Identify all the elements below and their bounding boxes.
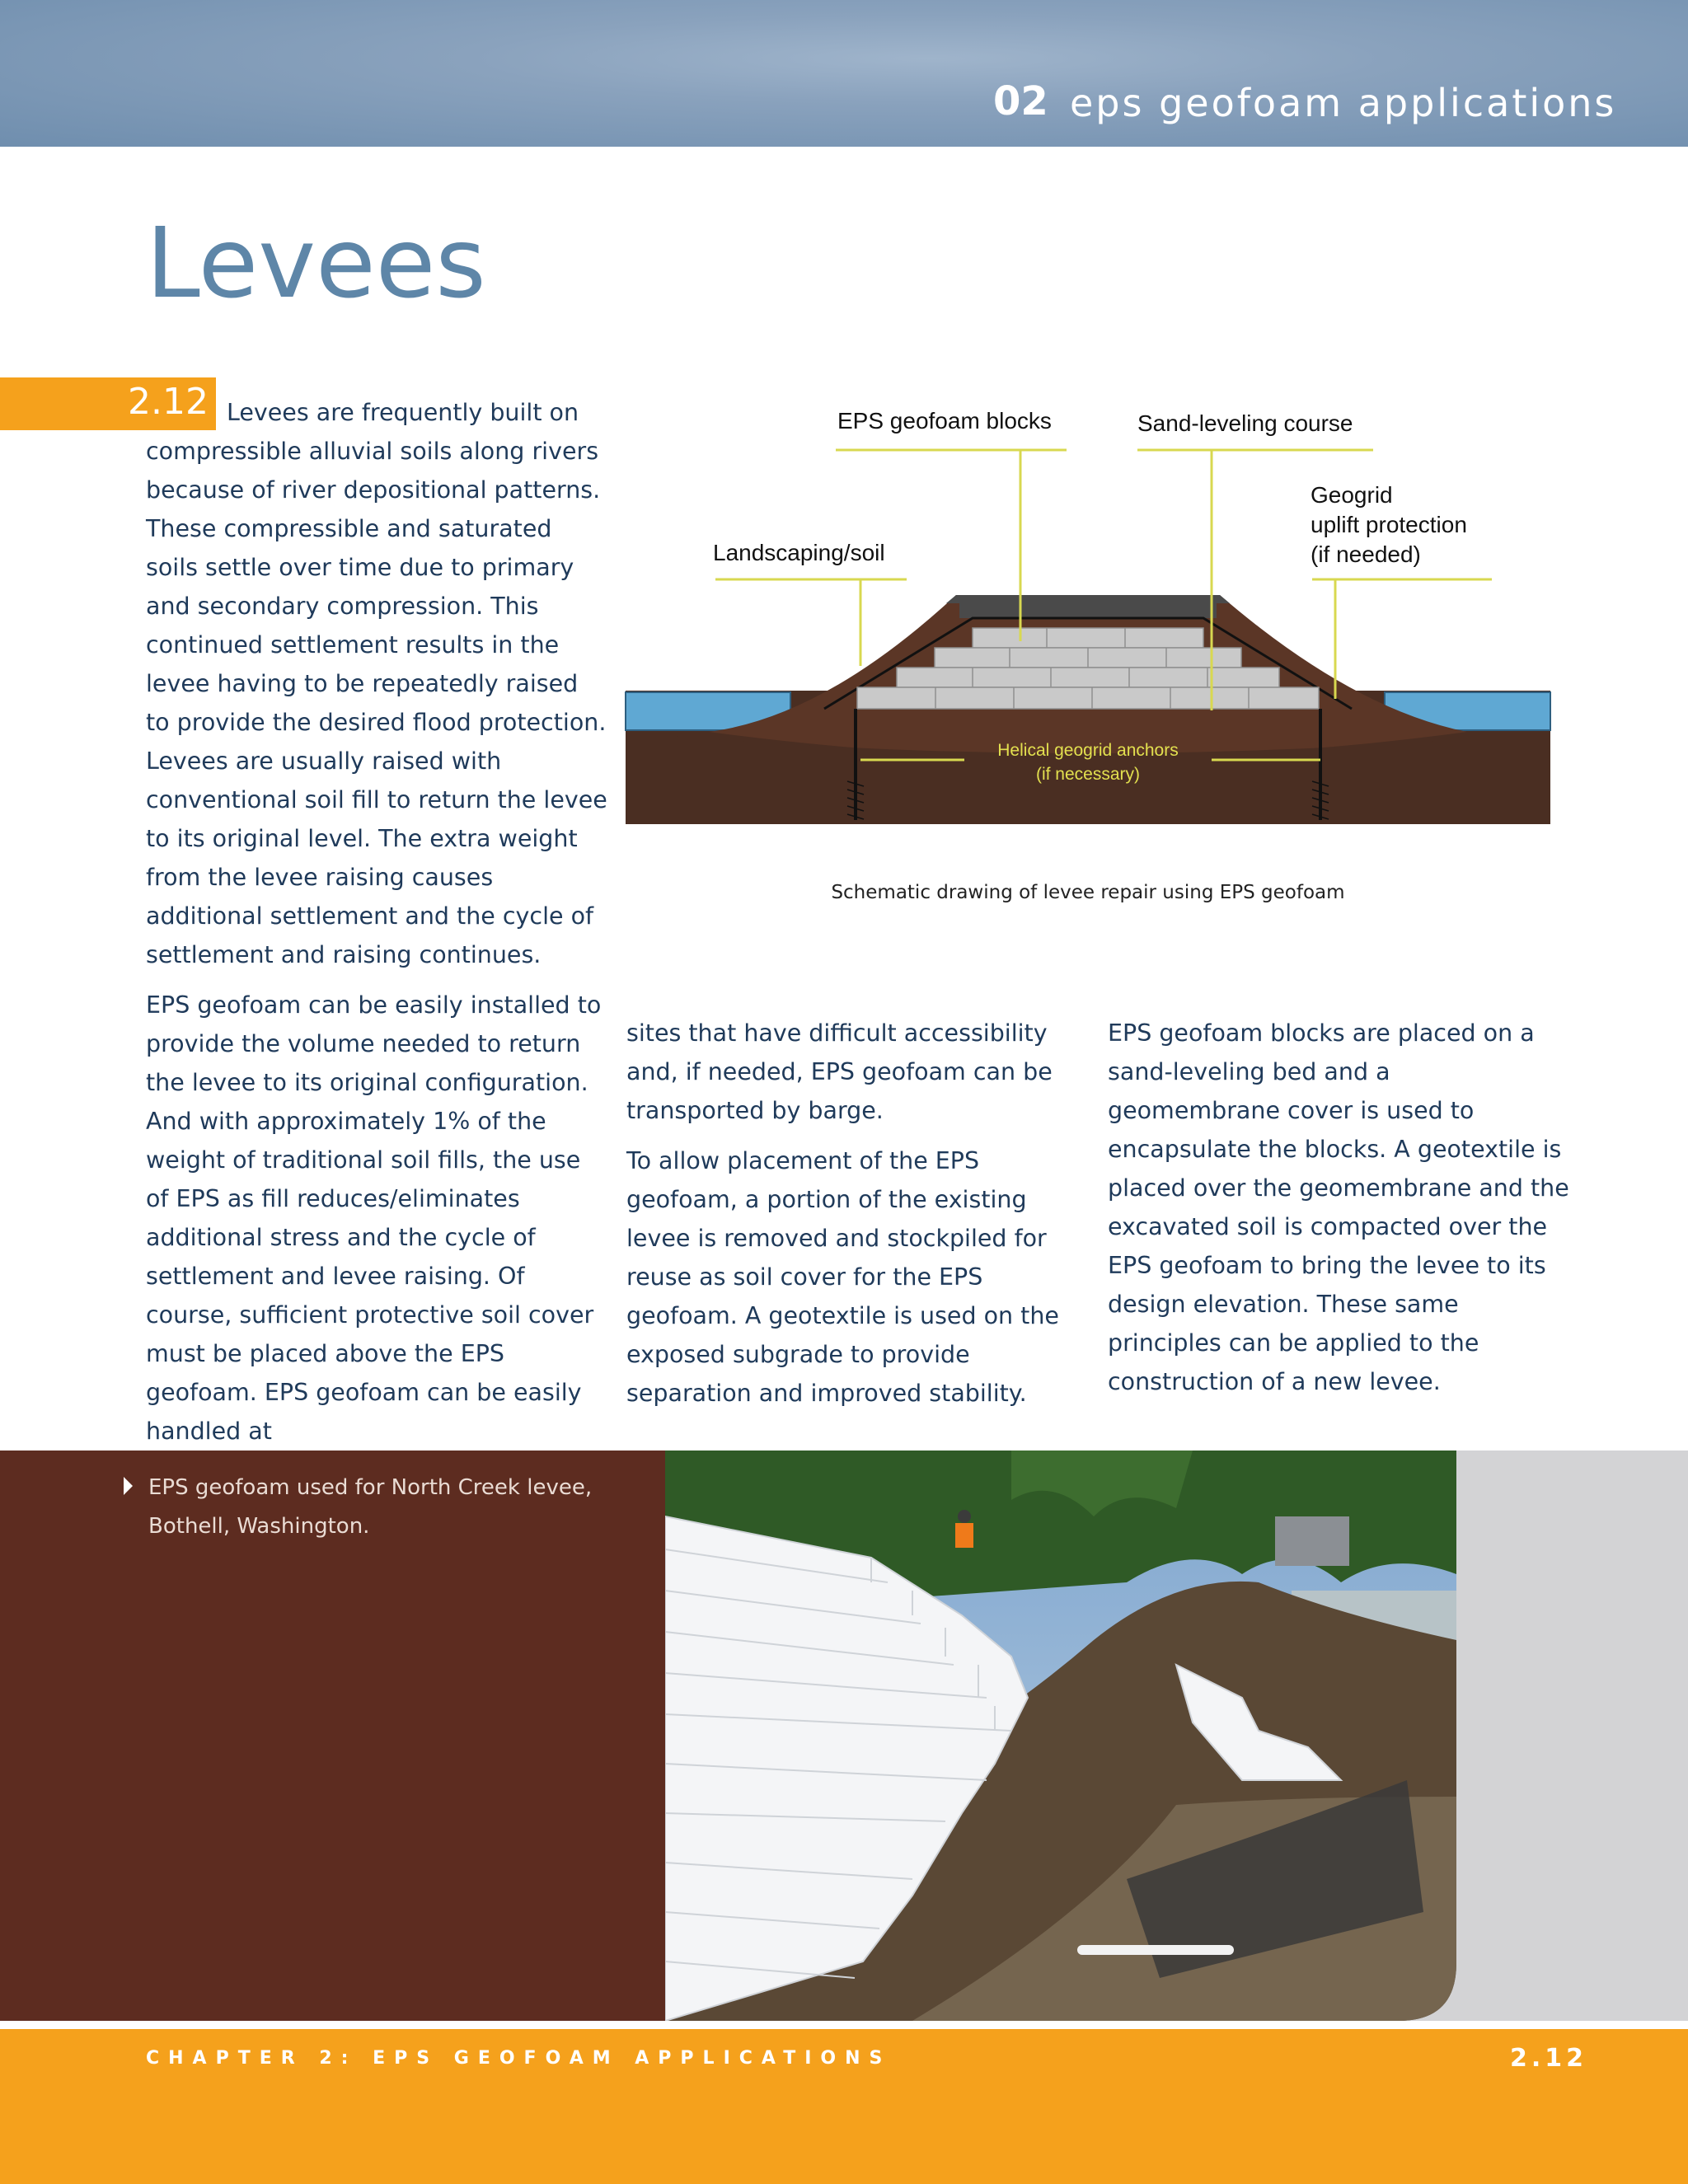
text-column-3 bbox=[1108, 1014, 1569, 1413]
diagram-caption: Schematic drawing of levee repair using EPS geofoam bbox=[831, 882, 1345, 903]
label-geogrid-1: Geogrid bbox=[1311, 482, 1393, 508]
photo-pipe bbox=[1077, 1945, 1234, 1955]
label-geogrid-3: (if needed) bbox=[1311, 541, 1421, 567]
label-sand-leveling: Sand-leveling course bbox=[1137, 410, 1353, 436]
text-column-2 bbox=[626, 1014, 1088, 1424]
footer-divider bbox=[0, 2021, 1688, 2029]
photo-worker bbox=[955, 1523, 973, 1548]
label-landscaping: Landscaping/soil bbox=[713, 540, 885, 565]
label-anchors-2: (if necessary) bbox=[1035, 765, 1141, 784]
label-eps-blocks: EPS geofoam blocks bbox=[837, 408, 1052, 434]
col2-paragraph-1: sites that have difficult accessibility and, if needed, EPS geofoam can be transported by barge. bbox=[626, 1019, 1053, 1124]
label-anchors-1: Helical geogrid anchors bbox=[997, 741, 1179, 760]
intro-first-line: Levees are frequently built on bbox=[227, 399, 579, 426]
col1-paragraph-2: EPS geofoam can be easily installed to provide the volume needed to return the levee to its original configuration. And with approximately 1% of the weight of traditional soil fills, the use of EPS as fill reduces/eliminates additional stress and the cycle of settlement and levee raising. Of course, sufficient protective soil cover must be placed above the EPS geofoam. EPS geofoam can be easily handled at bbox=[146, 991, 602, 1445]
chapter-number: 02 bbox=[993, 78, 1048, 124]
label-geogrid-2: uplift protection bbox=[1311, 512, 1467, 537]
text-column-1 bbox=[146, 432, 607, 1462]
caption-arrow-icon bbox=[124, 1477, 133, 1495]
photo-caption: EPS geofoam used for North Creek levee, Bothell, Washington. bbox=[148, 1475, 593, 1539]
footer-chapter-label: CHAPTER 2: EPS GEOFOAM APPLICATIONS bbox=[146, 2048, 892, 2069]
levee-photo bbox=[665, 1451, 1456, 2021]
col3-paragraph-1: EPS geofoam blocks are placed on a sand-leveling bed and a geomembrane cover is used to encapsulate the blocks. A geotextile is placed over the geomembrane and the excavated soil is compacted over the EPS geofoam to bring the levee to its design elevation. These same principles can be applied to the construction of a new levee. bbox=[1108, 1019, 1569, 1395]
photo-house bbox=[1275, 1516, 1349, 1566]
cover-cap-top bbox=[959, 595, 1217, 618]
chapter-title: eps geofoam applications bbox=[1070, 81, 1617, 125]
footer-page-number: 2.12 bbox=[1510, 2044, 1588, 2073]
section-number: 2.12 bbox=[128, 381, 209, 423]
col2-paragraph-2: To allow placement of the EPS geofoam, a portion of the existing levee is removed and stockpiled for reuse as soil cover for the EPS geofoam. A geotextile is used on the exposed subgrade to provide separation and improved stability. bbox=[626, 1147, 1059, 1407]
levee-diagram bbox=[610, 387, 1566, 882]
page-title: Levees bbox=[146, 206, 486, 320]
intro-paragraph: compressible alluvial soils along rivers because of river depositional patterns. These compressible and saturated soils settle over time due to primary and secondary compression. This continued settlement results in the levee having to be repeatedly raised to provide the desired flood protection. Levees are usually raised with conventional soil fill to return the levee to its original level. The extra weight from the levee raising causes additional settlement and the cycle of settlement and raising continues. bbox=[146, 438, 607, 968]
